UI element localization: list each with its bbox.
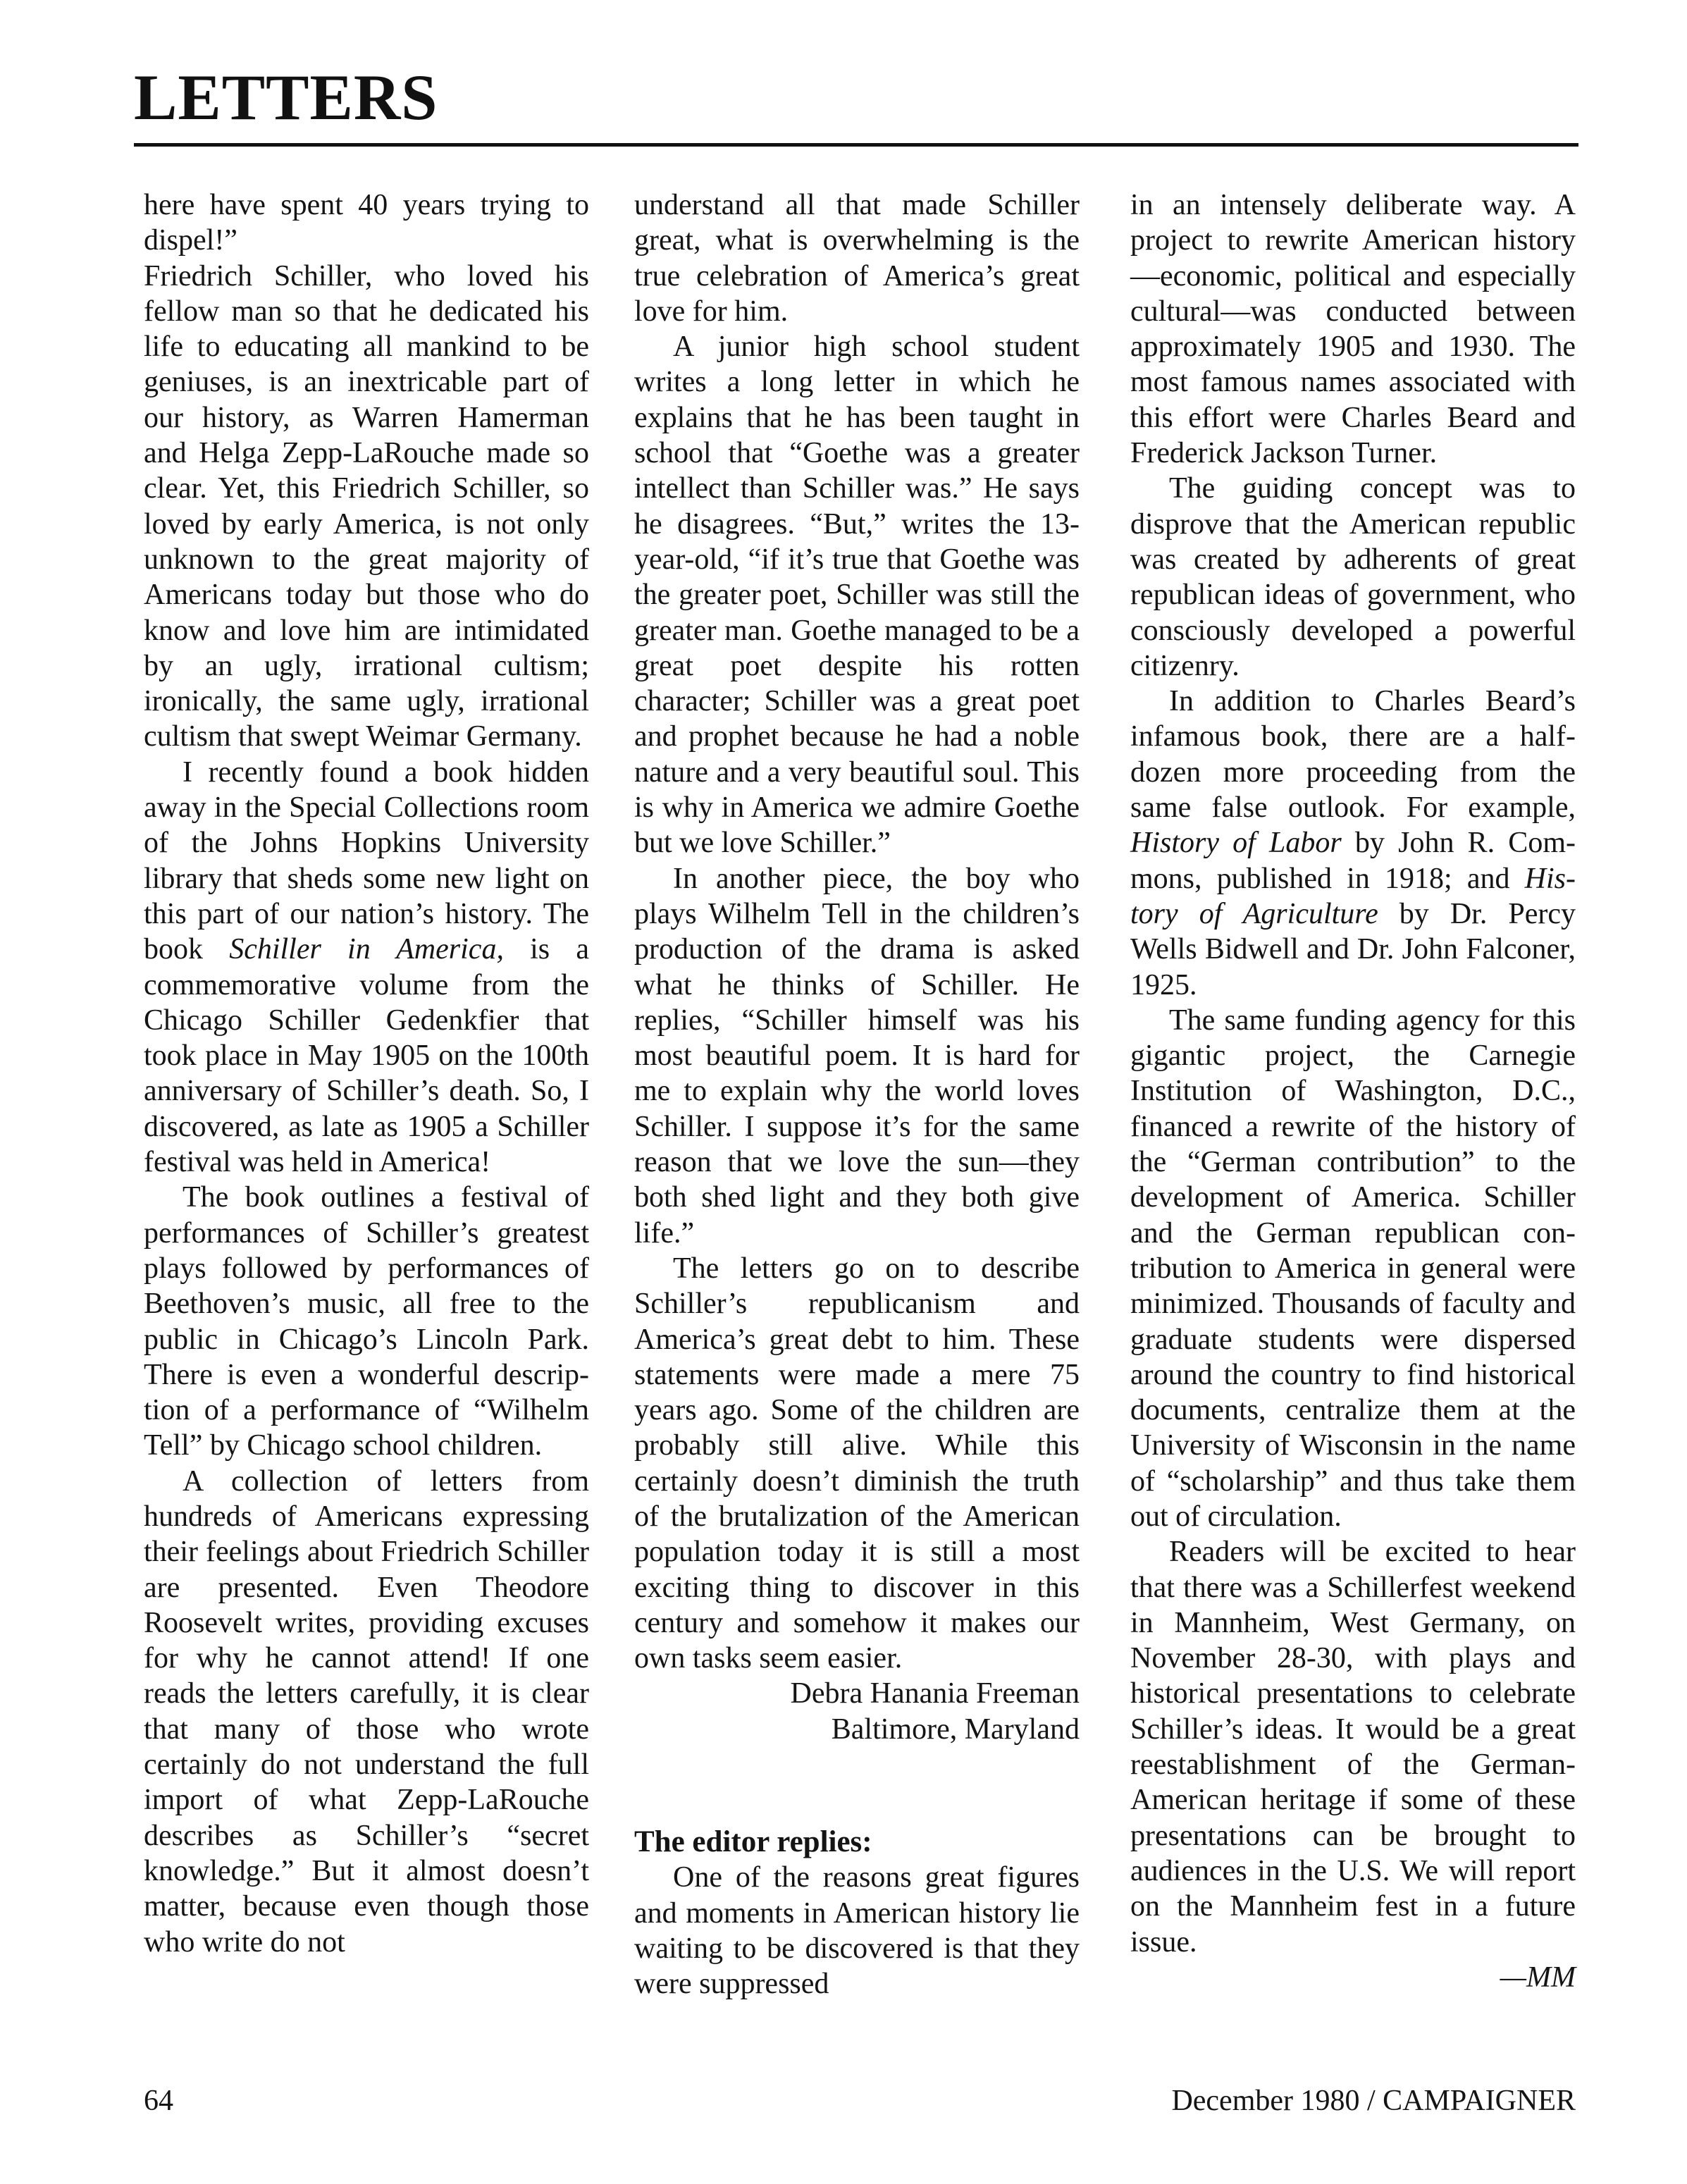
text-run: I recently found a book hidden away in the Special Collections room of the Johns Hopkins University library that sheds some new light on this part of our nation’s history. The book [144, 755, 589, 966]
spacer [634, 1747, 1080, 1825]
paragraph: The letters go on to describe Schiller’s republicanism and America’s great debt to him. These statements were made a mere 75 years ago. Some of the children are probably still alive. While this certainly doesn’t diminish the truth of the brutalization of the American population today it is still a most exciting thing to discover in this century and somehow it makes our own tasks seem easier. [634, 1252, 1080, 1675]
paragraph: understand all that made Schiller great, what is overwhelming is the true celebration of America’s great love for him. [634, 189, 1080, 328]
book-title: History of Labor [1130, 827, 1342, 860]
paragraph: The book outlines a festival of performances of Schiller’s greatest plays followed by performances of Beethoven’s music, all free to the public in Chicago’s Lincoln Park. There is even a wonderful description of a performance of “Wilhelm Tell” by Chicago school children. [144, 1181, 589, 1462]
paragraph: The guiding concept was to disprove that the American republic was created by adherents of great republican ideas of government, who consciously developed a powerful citizenry. [1130, 472, 1576, 682]
paragraph: Friedrich Schiller, who loved his fellow man so that he dedicated his life to educating all mankind to be geniuses, is an inextricable part of our history, as Warren Hamerman and Helga Zepp-LaRouche made so clear. Yet, this Friedrich Schiller, so loved by early America, is not only unknown to the great majority of Americans today but those who do know and love him are intimidated by an ugly, irrational cultism; ironically, the same ugly, irrational cultism that swept Weimar Germany. [144, 259, 589, 753]
paragraph: here have spent 40 years trying to dispel!” [144, 189, 589, 257]
book-title: History of Agriculture [1130, 862, 1576, 930]
paragraph: A junior high school student writes a long letter in which he explains that he has been taught in school that “Goethe was a greater intellect than Schiller was.” He says he disagrees. “But,” writes the 13-year-old, “if it’s true that Goethe was the greater poet, Schiller was still the greater man. Goethe managed to be a great poet despite his rotten character; Schiller was a great poet and prophet because he had a noble nature and a very beautiful soul. This is why in America we admire Goethe but we love Schiller.” [634, 331, 1080, 860]
paragraph [144, 755, 589, 1180]
paragraph: A collection of letters from hundreds of Americans expressing their feelings about Friedrich Schiller are presented. Even Theodore Roosevelt writes, providing excuses for why he cannot attend! If one reads the letters carefully, it is clear that many of those who wrote certainly do not understand the full import of what Zepp-LaRouche describes as Schiller’s “secret knowledge.” But it almost doesn’t matter, because even though those who write do not [144, 1464, 589, 1958]
editor-initials: —MM [1500, 1961, 1576, 1994]
paragraph: One of the reasons great figures and moments in American history lie waiting to be discovered is that they were suppressed [634, 1861, 1080, 2001]
text-run: by Dr. Percy Wells Bidwell and Dr. John Falconer, 1925. [1130, 897, 1576, 1001]
paragraph [1130, 684, 1576, 1003]
editor-reply-heading: The editor replies: [634, 1825, 872, 1859]
text-run: by John R. Commons, published in 1918; and [1130, 827, 1576, 895]
paragraph: Readers will be excited to hear that there was a Schillerfest weekend in Mannheim, West Germany, on November 28-30, with plays and historical presentations to celebrate Schiller’s ideas. It would be a great reestablishment of the German-American heritage if some of these presentations can be brought to audiences in the U.S. We will report on the Mannheim fest in a future issue. [1130, 1536, 1576, 1958]
paragraph: The same funding agency for this gigantic project, the Carnegie Institution of Washington, D.C., financed a rewrite of the history of the “German contribution” to the development of America. Schiller and the German republican contribution to America in general were minimized. Thousands of faculty and graduate students were dispersed around the country to find historical documents, centralize them at the University of Wisconsin in the name of “scholarship” and thus take them out of circulation. [1130, 1004, 1576, 1533]
header-rule [134, 143, 1578, 147]
paragraph: in an intensely deliberate way. A project to rewrite American history—economic, political and especially cultural—was conducted between approximately 1905 and 1930. The most famous names associated with this effort were Charles Beard and Frederick Jackson Turner. [1130, 189, 1576, 470]
column-3 [1130, 187, 1576, 1995]
page-number: 64 [144, 2085, 173, 2117]
book-title: Schiller in America, [229, 933, 504, 966]
column-2 [634, 187, 1080, 2002]
section-title: LETTERS [134, 61, 438, 133]
column-1 [144, 187, 589, 1960]
signature-name: Debra Hanania Freeman [790, 1677, 1080, 1710]
text-run: is a commemorative volume from the Chicago Schiller Gedenkfier that took place in May 1905 on the 100th anniversary of Schiller’s death. So, I discovered, as late as 1905 a Schiller festival was held in America! [144, 933, 589, 1179]
signature-place: Baltimore, Maryland [831, 1713, 1080, 1746]
text-run: In addition to Charles Beard’s infamous book, there are a half-dozen more proceeding from the same false outlook. For example, [1130, 685, 1576, 825]
running-footer: December 1980 / CAMPAIGNER [1171, 2085, 1576, 2117]
paragraph: In another piece, the boy who plays Wilhelm Tell in the children’s production of the drama is asked what he thinks of Schiller. He replies, “Schiller himself was his most beautiful poem. It is hard for me to explain why the world loves Schiller. I suppose it’s for the same reason that we love the sun—they both shed light and they both give life.” [634, 862, 1080, 1250]
